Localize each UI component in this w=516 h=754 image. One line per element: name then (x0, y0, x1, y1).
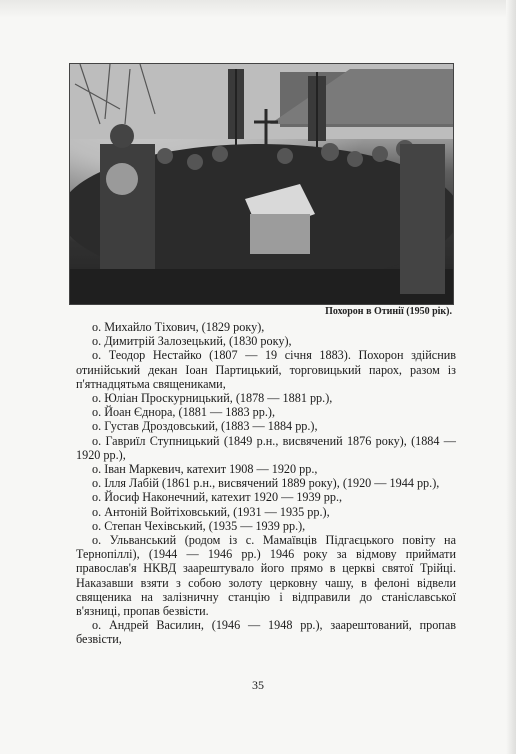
paragraph: о. Іван Маркевич, катехит 1908 — 1920 рр., (92, 462, 318, 477)
photo-caption: Похорон в Отинії (1950 рік). (325, 306, 452, 317)
paragraph: о. Юліан Проскурницький, (1878 — 1881 рр.), (92, 391, 333, 406)
paragraph: о. Йосиф Наконечний, катехит 1920 — 1939 рр., (92, 490, 343, 505)
paragraph: о. Михайло Тіхович, (1829 року), (92, 320, 265, 334)
paragraph: о. Йоан Єднора, (1881 — 1883 рр.), (92, 405, 275, 420)
paragraph: о. Густав Дроздовський, (1883 — 1884 рр.), (92, 419, 318, 434)
paragraph: о. Антоній Войтіховський, (1931 — 1935 рр.), (92, 504, 330, 519)
scan-edge (506, 0, 516, 754)
paragraph: о. Степан Чехівський, (1935 — 1939 рр.), (92, 518, 306, 533)
funeral-photo (69, 63, 454, 305)
paragraph: о. Теодор Нестайко (1807 — 19 січня 1883). Похорон здійснив отинійський декан Іоан Партицький, торговицький парох, разом із п'ятнадцятьма священиками, (76, 348, 456, 391)
paragraph: о. Гавриїл Ступницький (1849 р.н., висвячений 1876 року), (1884 — 1920 рр.), (76, 433, 456, 462)
body-text (76, 320, 456, 647)
paragraph: о. Ілля Лабій (1861 р.н., висвячений 1889 року), (1920 — 1944 рр.), (92, 476, 440, 491)
scan-edge (0, 0, 516, 18)
paragraph: о. Димитрій Залозецький, (1830 року), (92, 334, 292, 349)
page-number: 35 (252, 678, 264, 692)
paragraph: о. Андрей Василин, (1946 — 1948 рр.), заарештований, пропав безвісти, (76, 618, 456, 647)
paragraph: о. Ульванський (родом із с. Мамаївців Підгаєцького повіту на Тернопіллі), (1944 — 1946 рр.) 1946 року за відмову приймати православ'я НКВД заарештувало його прямо в церкві святої Трійці. Наказавши взяти з собою золоту церковну чашу, в фелоні відвели священика на залізничну станцію і відправили до станіславської в'язниці, пропав безвісти. (76, 533, 456, 619)
